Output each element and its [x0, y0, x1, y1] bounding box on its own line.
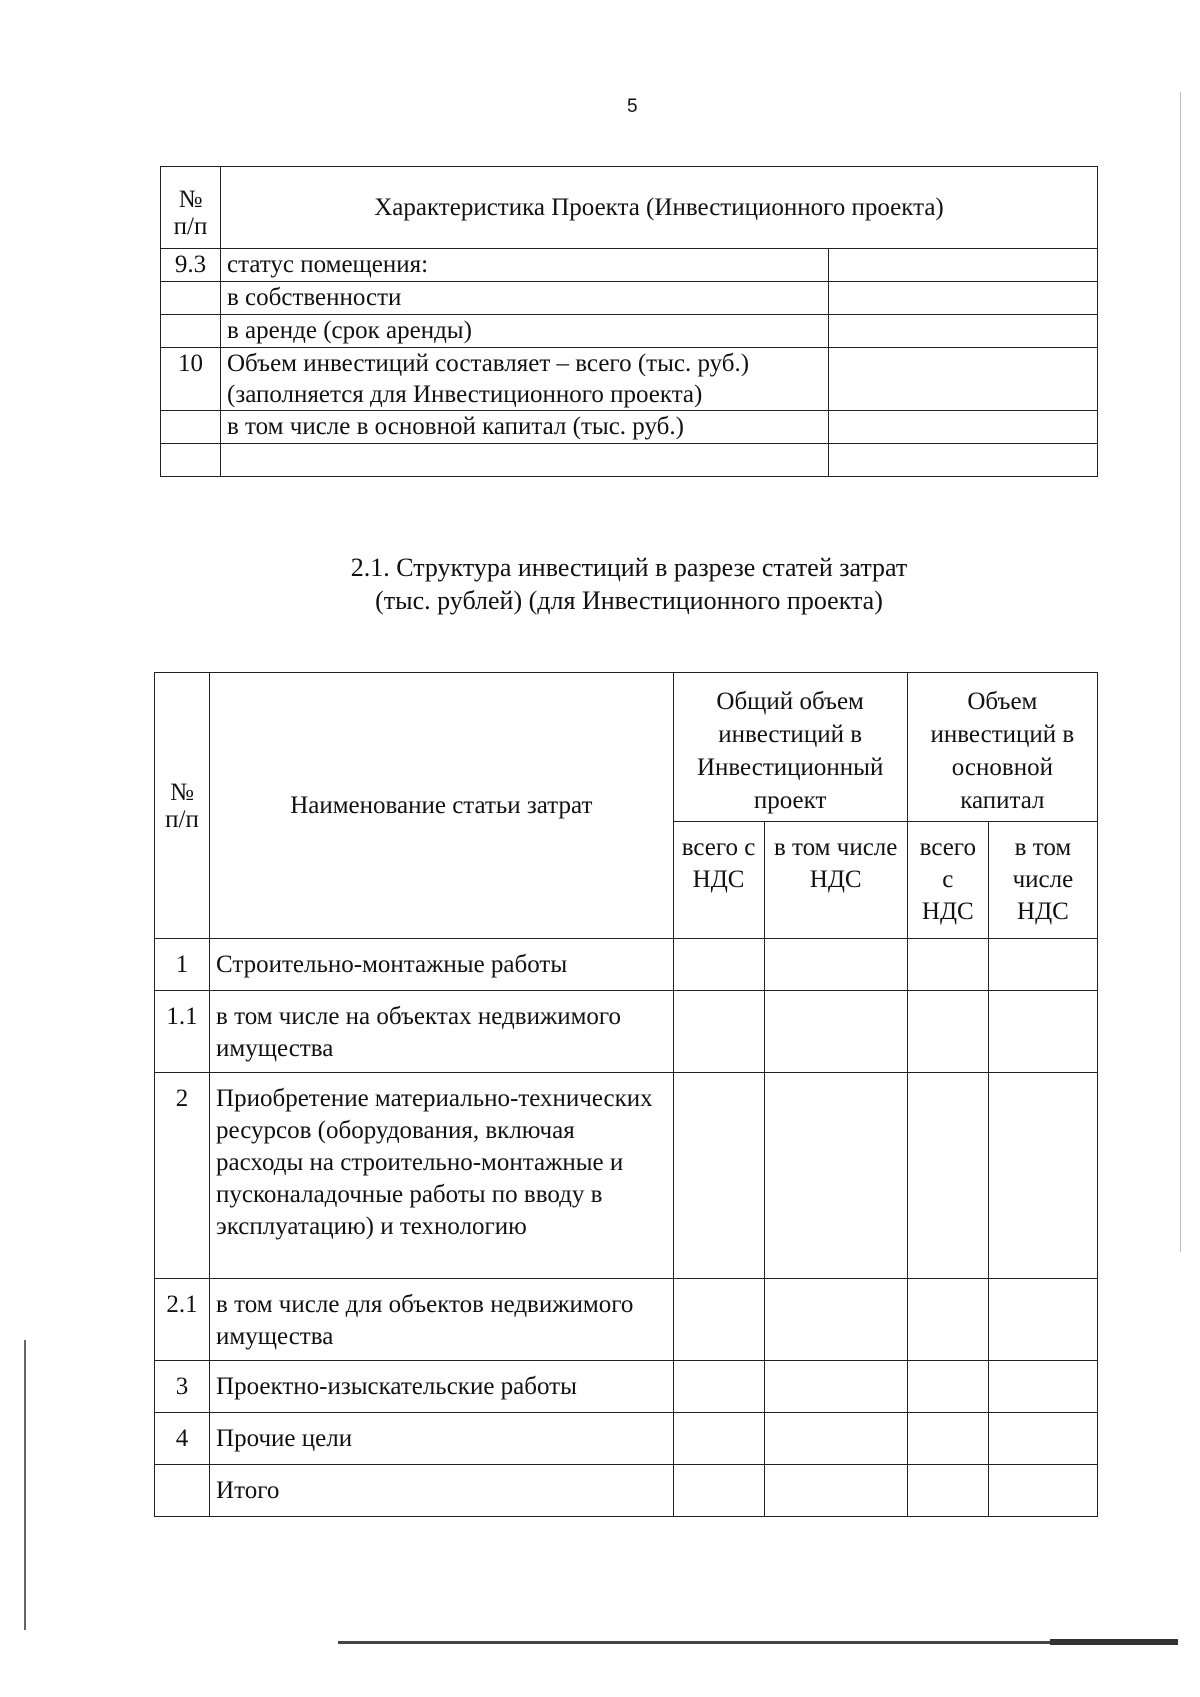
scan-artifact-line — [1050, 1639, 1178, 1645]
table-row — [155, 1279, 1098, 1361]
cell-value[interactable] — [907, 1073, 988, 1279]
cell-value[interactable] — [988, 1465, 1097, 1517]
section-title — [160, 551, 1098, 617]
cell-value[interactable] — [907, 1279, 988, 1361]
row-name: Приобретение материально-технических ресурсов (оборудования, включая расходы на строительно-монтажные и пусконаладочные работы по вводу в эксплуатацию) и технологию — [210, 1073, 673, 1279]
cell-value[interactable] — [673, 1361, 764, 1413]
header-num: № п/п — [161, 167, 221, 249]
header-name: Наименование статьи затрат — [210, 673, 673, 939]
row-num — [155, 1465, 210, 1517]
cell-value[interactable] — [907, 1413, 988, 1465]
row-text: в аренде (срок аренды) — [221, 315, 829, 348]
header-title: Характеристика Проекта (Инвестиционного проекта) — [221, 167, 1098, 249]
cell-value[interactable] — [988, 1279, 1097, 1361]
row-num: 4 — [155, 1413, 210, 1465]
table-row — [155, 1073, 1098, 1279]
cell-value[interactable] — [673, 939, 764, 991]
cell-value[interactable] — [673, 991, 764, 1073]
row-text: в собственности — [221, 282, 829, 315]
row-num — [161, 444, 221, 477]
header-num: № п/п — [155, 673, 210, 939]
row-name: Проектно-изыскательские работы — [210, 1361, 673, 1413]
scan-artifact-line — [1180, 92, 1181, 1252]
cell-value[interactable] — [764, 991, 907, 1073]
project-characteristics-table — [160, 166, 1098, 477]
row-name: в том числе для объектов недвижимого имущества — [210, 1279, 673, 1361]
cell-value[interactable] — [673, 1465, 764, 1517]
table-row — [161, 411, 1098, 444]
cell-value[interactable] — [764, 939, 907, 991]
section-title-line-1: 2.1. Структура инвестиций в разрезе статей затрат — [350, 553, 908, 582]
row-name: в том числе на объектах недвижимого имущества — [210, 991, 673, 1073]
cell-value[interactable] — [673, 1073, 764, 1279]
cell-value[interactable] — [907, 1361, 988, 1413]
row-name: Прочие цели — [210, 1413, 673, 1465]
cell-value[interactable] — [907, 939, 988, 991]
header-group-total-investment: Общий объем инвестиций в Инвестиционный проект — [673, 673, 907, 822]
table-row-total — [155, 1465, 1098, 1517]
row-num: 2 — [155, 1073, 210, 1279]
table-row — [161, 249, 1098, 282]
table-header-row — [161, 167, 1098, 249]
cell-value[interactable] — [988, 1073, 1097, 1279]
row-name: Итого — [210, 1465, 673, 1517]
table-row — [161, 282, 1098, 315]
cell-value[interactable] — [907, 991, 988, 1073]
row-num: 3 — [155, 1361, 210, 1413]
section-title-line-2: (тыс. рублей) (для Инвестиционного проекта) — [375, 586, 883, 615]
row-value[interactable] — [829, 282, 1098, 315]
table-row — [161, 444, 1098, 477]
cell-value[interactable] — [988, 1413, 1097, 1465]
header-group-fixed-capital: Объем инвестиций в основной капитал — [907, 673, 1097, 822]
table-row — [155, 939, 1098, 991]
row-num — [161, 282, 221, 315]
row-text — [221, 444, 829, 477]
subheader-total-vat: всего с НДС — [907, 822, 988, 939]
row-text: в том числе в основной капитал (тыс. руб.) — [221, 411, 829, 444]
row-text: статус помещения: — [221, 249, 829, 282]
row-value[interactable] — [829, 444, 1098, 477]
table-row — [155, 1413, 1098, 1465]
row-num — [161, 315, 221, 348]
cell-value[interactable] — [988, 991, 1097, 1073]
row-num — [161, 411, 221, 444]
cell-value[interactable] — [764, 1361, 907, 1413]
table-row — [161, 348, 1098, 411]
table-row — [161, 315, 1098, 348]
table-row — [155, 1361, 1098, 1413]
cell-value[interactable] — [764, 1073, 907, 1279]
table-row — [155, 991, 1098, 1073]
subheader-incl-vat: в том числе НДС — [764, 822, 907, 939]
cell-value[interactable] — [764, 1413, 907, 1465]
cell-value[interactable] — [988, 1361, 1097, 1413]
table-header-row — [155, 673, 1098, 822]
row-num: 9.3 — [161, 249, 221, 282]
cell-value[interactable] — [764, 1279, 907, 1361]
row-value[interactable] — [829, 348, 1098, 411]
subheader-total-vat: всего с НДС — [673, 822, 764, 939]
row-value[interactable] — [829, 411, 1098, 444]
row-num: 1.1 — [155, 991, 210, 1073]
scan-artifact-line — [24, 1340, 26, 1630]
row-num: 1 — [155, 939, 210, 991]
row-name: Строительно-монтажные работы — [210, 939, 673, 991]
cell-value[interactable] — [764, 1465, 907, 1517]
row-num: 10 — [161, 348, 221, 411]
investment-structure-table — [154, 672, 1098, 1517]
cell-value[interactable] — [907, 1465, 988, 1517]
row-value[interactable] — [829, 315, 1098, 348]
subheader-incl-vat: в том числе НДС — [988, 822, 1097, 939]
row-num: 2.1 — [155, 1279, 210, 1361]
row-text: Объем инвестиций составляет – всего (тыс. руб.) (заполняется для Инвестиционного проекта) — [221, 348, 829, 411]
cell-value[interactable] — [988, 939, 1097, 991]
cell-value[interactable] — [673, 1279, 764, 1361]
cell-value[interactable] — [673, 1413, 764, 1465]
row-value[interactable] — [829, 249, 1098, 282]
